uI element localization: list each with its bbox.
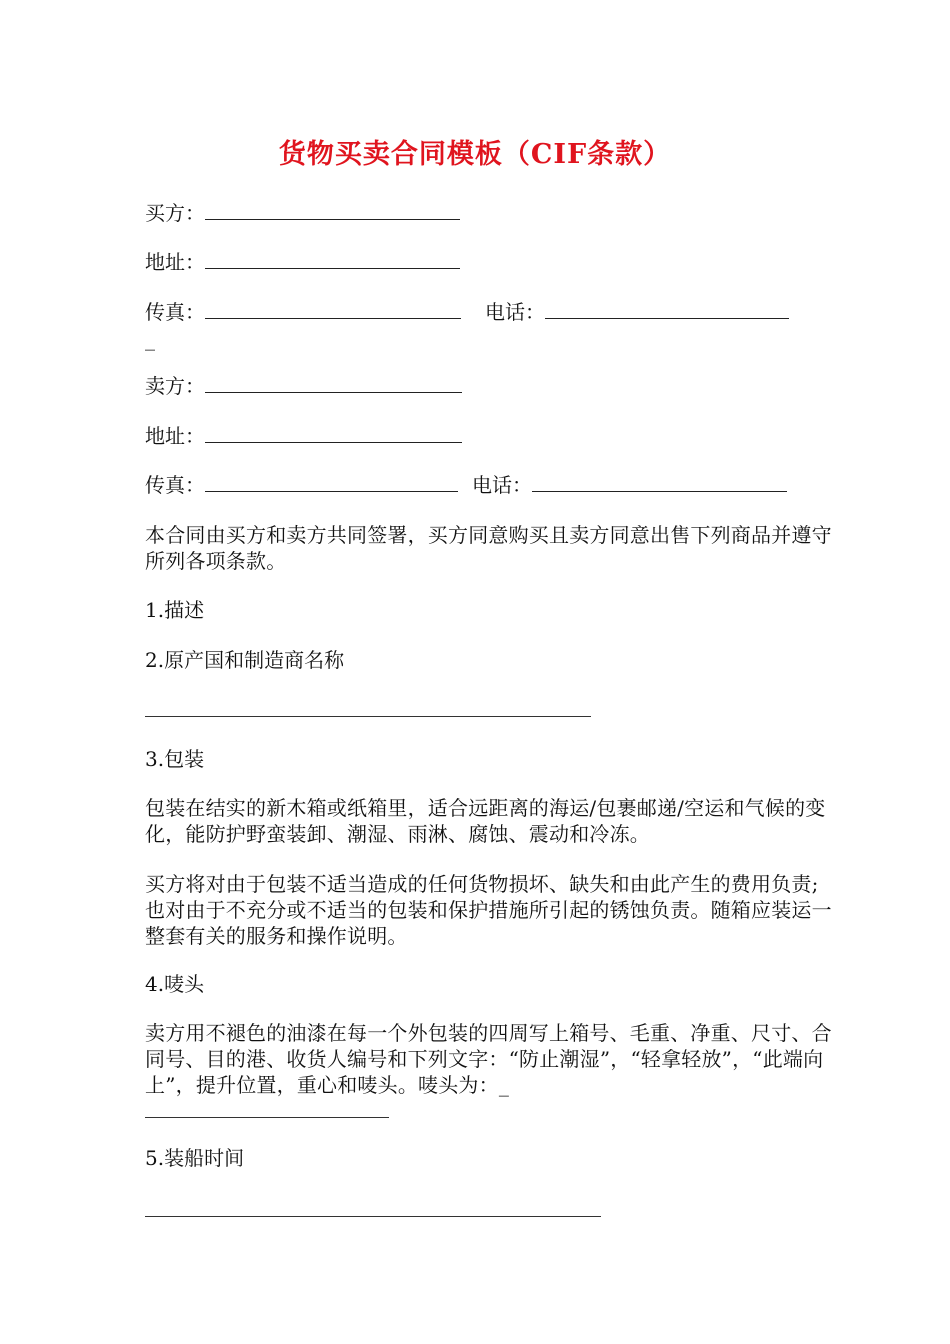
buyer-fax-label: 传真： bbox=[145, 300, 205, 324]
buyer-fax-phone-line bbox=[145, 299, 789, 325]
buyer-fax-blank[interactable] bbox=[205, 300, 461, 319]
seller-fax-blank[interactable] bbox=[205, 473, 458, 492]
buyer-line bbox=[145, 200, 460, 226]
seller-address-line bbox=[145, 423, 462, 449]
section-2-heading: 2.原产国和制造商名称 bbox=[145, 648, 345, 672]
buyer-label: 买方： bbox=[145, 201, 205, 225]
section-3-paragraph-1: 包装在结实的新木箱或纸箱里，适合远距离的海运/包裹邮递/空运和气候的变化，能防护野蛮装卸、潮湿、雨淋、腐蚀、震动和冷冻。 bbox=[145, 796, 826, 846]
section-4-paragraph: 卖方用不褪色的油漆在每一个外包装的四周写上箱号、毛重、净重、尺寸、合同号、目的港、收货人编号和下列文字：“防止潮湿”，“轻拿轻放”，“此端向上”，提升位置，重心和唛头。唛头为：_ bbox=[145, 1021, 832, 1097]
seller-name-blank[interactable] bbox=[205, 374, 462, 393]
section-5-heading: 5.装船时间 bbox=[145, 1146, 245, 1170]
seller-fax-phone-line bbox=[145, 472, 787, 498]
buyer-phone-label: 电话： bbox=[485, 300, 545, 324]
section-3-heading: 3.包装 bbox=[145, 747, 205, 771]
section-4-heading: 4.唛头 bbox=[145, 972, 205, 996]
seller-phone-blank[interactable] bbox=[532, 473, 787, 492]
document-title: 货物买卖合同模板（CIF条款） bbox=[278, 139, 672, 170]
section-2-fill-rule[interactable] bbox=[145, 716, 591, 717]
buyer-address-blank[interactable] bbox=[205, 250, 460, 269]
buyer-name-blank[interactable] bbox=[205, 201, 460, 220]
seller-address-blank[interactable] bbox=[205, 424, 462, 443]
section-3-paragraph-2: 买方将对由于包装不适当造成的任何货物损坏、缺失和由此产生的费用负责;也对由于不充分或不适当的包装和保护措施所引起的锈蚀负责。随箱应装运一整套有关的服务和操作说明。 bbox=[145, 872, 832, 948]
seller-label: 卖方： bbox=[145, 374, 205, 398]
buyer-address-line bbox=[145, 249, 460, 275]
seller-fax-label: 传真： bbox=[145, 473, 205, 497]
buyer-phone-blank[interactable] bbox=[545, 300, 789, 319]
buyer-address-label: 地址： bbox=[145, 250, 205, 274]
seller-address-label: 地址： bbox=[145, 424, 205, 448]
seller-phone-label: 电话： bbox=[472, 473, 532, 497]
section-4-fill-rule[interactable] bbox=[145, 1117, 389, 1118]
buyer-overflow-line bbox=[145, 326, 155, 352]
buyer-overflow-mark: _ bbox=[145, 327, 155, 351]
section-1-heading: 1.描述 bbox=[145, 598, 205, 622]
intro-paragraph: 本合同由买方和卖方共同签署，买方同意购买且卖方同意出售下列商品并遵守所列各项条款。 bbox=[145, 523, 832, 573]
seller-line bbox=[145, 373, 462, 399]
section-5-fill-rule[interactable] bbox=[145, 1216, 601, 1217]
